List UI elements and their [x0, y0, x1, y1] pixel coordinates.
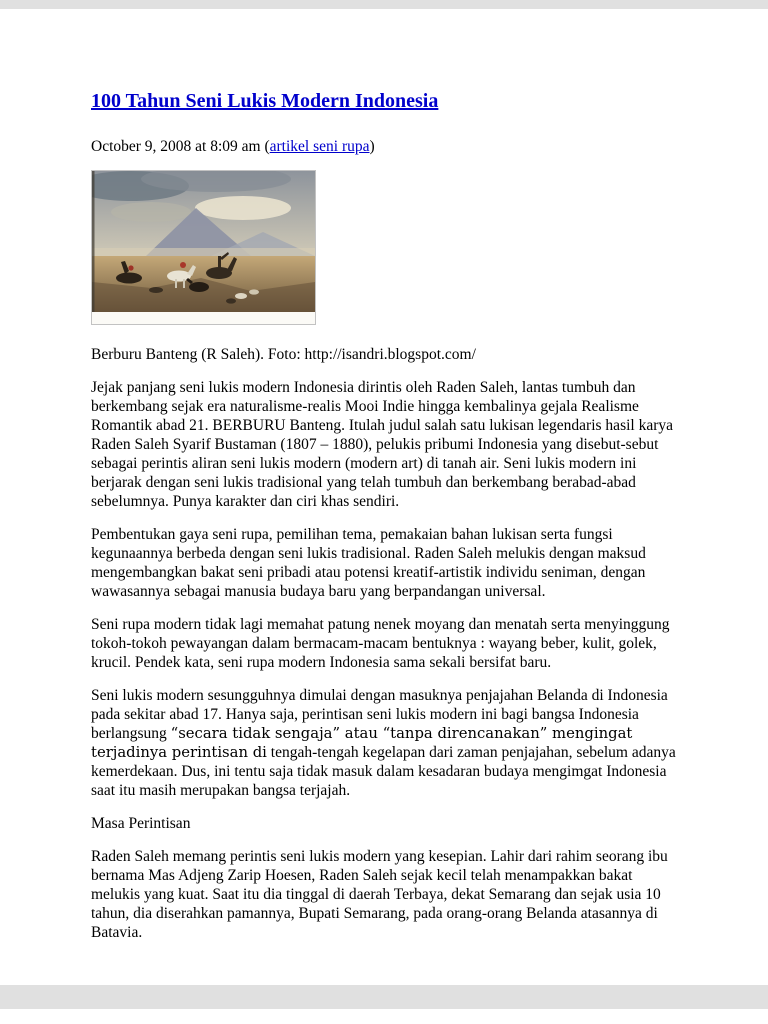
- article-meta-line: [91, 137, 677, 156]
- page-gap: [0, 985, 768, 1009]
- article-title-link[interactable]: 100 Tahun Seni Lukis Modern Indonesia: [91, 90, 439, 112]
- article-date-text: October 9, 2008 at 8:09 am (: [91, 138, 270, 155]
- category-link[interactable]: artikel seni rupa: [269, 138, 370, 155]
- paragraph-4-pre: Seni lukis modern sesungguhnya dimulai dengan masuknya penjajahan Belanda di Indonesia pada sekitar abad 17. Hanya saja, perintisan seni lukis modern ini bagi bangsa Indonesia berlangsung: [91, 687, 668, 742]
- painting-image: [91, 170, 316, 325]
- meta-close-paren: ): [369, 138, 375, 155]
- paragraph-2: Pembentukan gaya seni rupa, pemilihan tema, pemakaian bahan lukisan serta fungsi kegunaannya berbeda dengan seni lukis tradisional. Raden Saleh melukis dengan maksud mengembangkan bakat seni pribadi atau potensi kreatif-artistik individu seniman, dengan wawasannya sebagai manusia budaya baru yang berpandangan universal.: [91, 526, 646, 600]
- paragraph-4: [91, 686, 677, 800]
- section-subheading: Masa Perintisan: [91, 815, 191, 832]
- paragraph-5: Raden Saleh memang perintis seni lukis modern yang kesepian. Lahir dari rahim seorang ibu bernama Mas Adjeng Zarip Hoesen, Raden Saleh sejak kecil telah menampakkan bakat melukis yang kuat. Saat itu dia tinggal di daerah Terbaya, dekat Semarang dan sejak usia 10 tahun, dia diserahkan pamannya, Bupati Semarang, pada orang-orang Belanda atasannya di Batavia.: [91, 848, 668, 941]
- paragraph-1: Jejak panjang seni lukis modern Indonesia dirintis oleh Raden Saleh, lantas tumbuh dan berkembang sejak era naturalisme-realis Mooi Indie hingga kembalinya gejala Realisme Romantik abad 21. BERBURU Banteng. Itulah judul salah satu lukisan legendaris hasil karya Raden Saleh Syarif Bustaman (1807 – 1880), pelukis pribumi Indonesia yang disebut-sebut sebagai perintis aliran seni lukis modern (modern art) di tanah air. Seni lukis modern ini berjarak dengan seni lukis tradisional yang telah tumbuh dan berkembang berabad-abad sebelumnya. Punya karakter dan ciri khas sendiri.: [91, 379, 674, 510]
- page-margin-top: [0, 0, 768, 9]
- paragraph-4-quoted-segment: “secara tidak sengaja” atau “tanpa direncanakan” mengingat terjadinya perintisan di: [91, 725, 633, 761]
- document-page: [0, 9, 768, 985]
- painting-berburu-banteng-graphic: [91, 170, 316, 325]
- paragraph-4-post: tengah-tengah kegelapan dari zaman penjajahan, sebelum adanya kemerdekaan. Dus, ini tentu saja tidak masuk dalam kesadaran budaya mengimgat Indonesia saat itu masih merupakan bangsa terjajah.: [91, 744, 676, 799]
- paragraph-3: Seni rupa modern tidak lagi memahat patung nenek moyang dan menatah serta menyinggung tokoh-tokoh pewayangan dalam bermacam-macam bentuknya : wayang beber, kulit, golek, krucil. Pendek kata, seni rupa modern Indonesia sama sekali bersifat baru.: [91, 616, 670, 671]
- image-caption: Berburu Banteng (R Saleh). Foto: http://isandri.blogspot.com/: [91, 346, 476, 363]
- page-title: [91, 89, 677, 113]
- next-page-top: [0, 1009, 768, 1024]
